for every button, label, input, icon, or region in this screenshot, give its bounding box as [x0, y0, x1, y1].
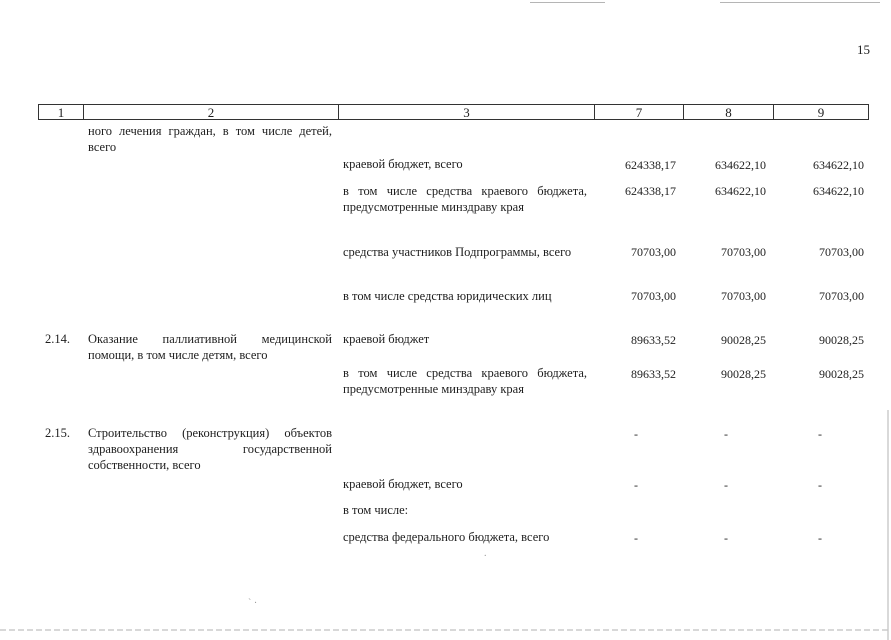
value-col-8: - [724, 427, 728, 441]
value-col-8: 90028,25 [721, 367, 766, 381]
value-col-9: - [818, 531, 822, 545]
scan-artifact-top-left [530, 2, 605, 3]
value-col-8: 70703,00 [721, 289, 766, 303]
header-col-1: 1 [38, 104, 84, 120]
value-col-8: 634622,10 [715, 184, 766, 198]
value-col-7: 624338,17 [625, 184, 676, 198]
row-title: Строительство (реконструкция) объектов здравоохранения государственной собственности, всего [88, 426, 332, 472]
value-col-9: - [818, 427, 822, 441]
row-title: Оказание паллиативной медицинской помощи, в том числе детям, всего [88, 332, 332, 362]
value-col-8: - [724, 478, 728, 492]
value-col-9: 634622,10 [813, 158, 864, 172]
row-source: в том числе средства юридических лиц [343, 289, 552, 303]
value-col-9: - [818, 478, 822, 492]
header-col-2: 2 [83, 104, 339, 120]
header-col-3: 3 [338, 104, 595, 120]
row-source: в том числе средства краевого бюджета, предусмотренные минздраву края [343, 366, 587, 396]
scan-speck: ` · [248, 598, 258, 609]
value-col-7: - [634, 531, 638, 545]
value-col-7: 70703,00 [631, 245, 676, 259]
value-col-7: 70703,00 [631, 289, 676, 303]
value-col-9: 90028,25 [819, 333, 864, 347]
value-col-8: 90028,25 [721, 333, 766, 347]
scan-artifact-right-edge [887, 410, 889, 640]
value-col-7: 89633,52 [631, 333, 676, 347]
header-col-8: 8 [683, 104, 774, 120]
row-source: краевой бюджет, всего [343, 477, 463, 491]
row-source: в том числе: [343, 503, 409, 517]
row-source: средства федерального бюджета, всего [343, 530, 550, 544]
value-col-7: - [634, 427, 638, 441]
row-source: средства участников Подпрограммы, всего [343, 245, 572, 259]
value-col-7: 89633,52 [631, 367, 676, 381]
row-number: 2.14. [45, 332, 70, 346]
row-source: в том числе средства краевого бюджета, предусмотренные минздраву края [343, 184, 587, 214]
value-col-8: - [724, 531, 728, 545]
header-col-7: 7 [594, 104, 684, 120]
value-col-9: 70703,00 [819, 289, 864, 303]
value-col-9: 90028,25 [819, 367, 864, 381]
value-col-7: 624338,17 [625, 158, 676, 172]
value-col-8: 70703,00 [721, 245, 766, 259]
scan-speck: . [484, 548, 487, 559]
row-source: краевой бюджет [343, 332, 430, 346]
row-title: ного лечения граждан, в том числе детей, всего [88, 124, 332, 154]
row-source: краевой бюджет, всего [343, 157, 463, 171]
scan-artifact-bottom [0, 629, 891, 631]
value-col-7: - [634, 478, 638, 492]
page-number: 15 [857, 42, 870, 57]
header-col-9: 9 [773, 104, 869, 120]
value-col-9: 70703,00 [819, 245, 864, 259]
row-number: 2.15. [45, 426, 70, 440]
value-col-9: 634622,10 [813, 184, 864, 198]
scan-artifact-top-right [720, 2, 880, 3]
value-col-8: 634622,10 [715, 158, 766, 172]
